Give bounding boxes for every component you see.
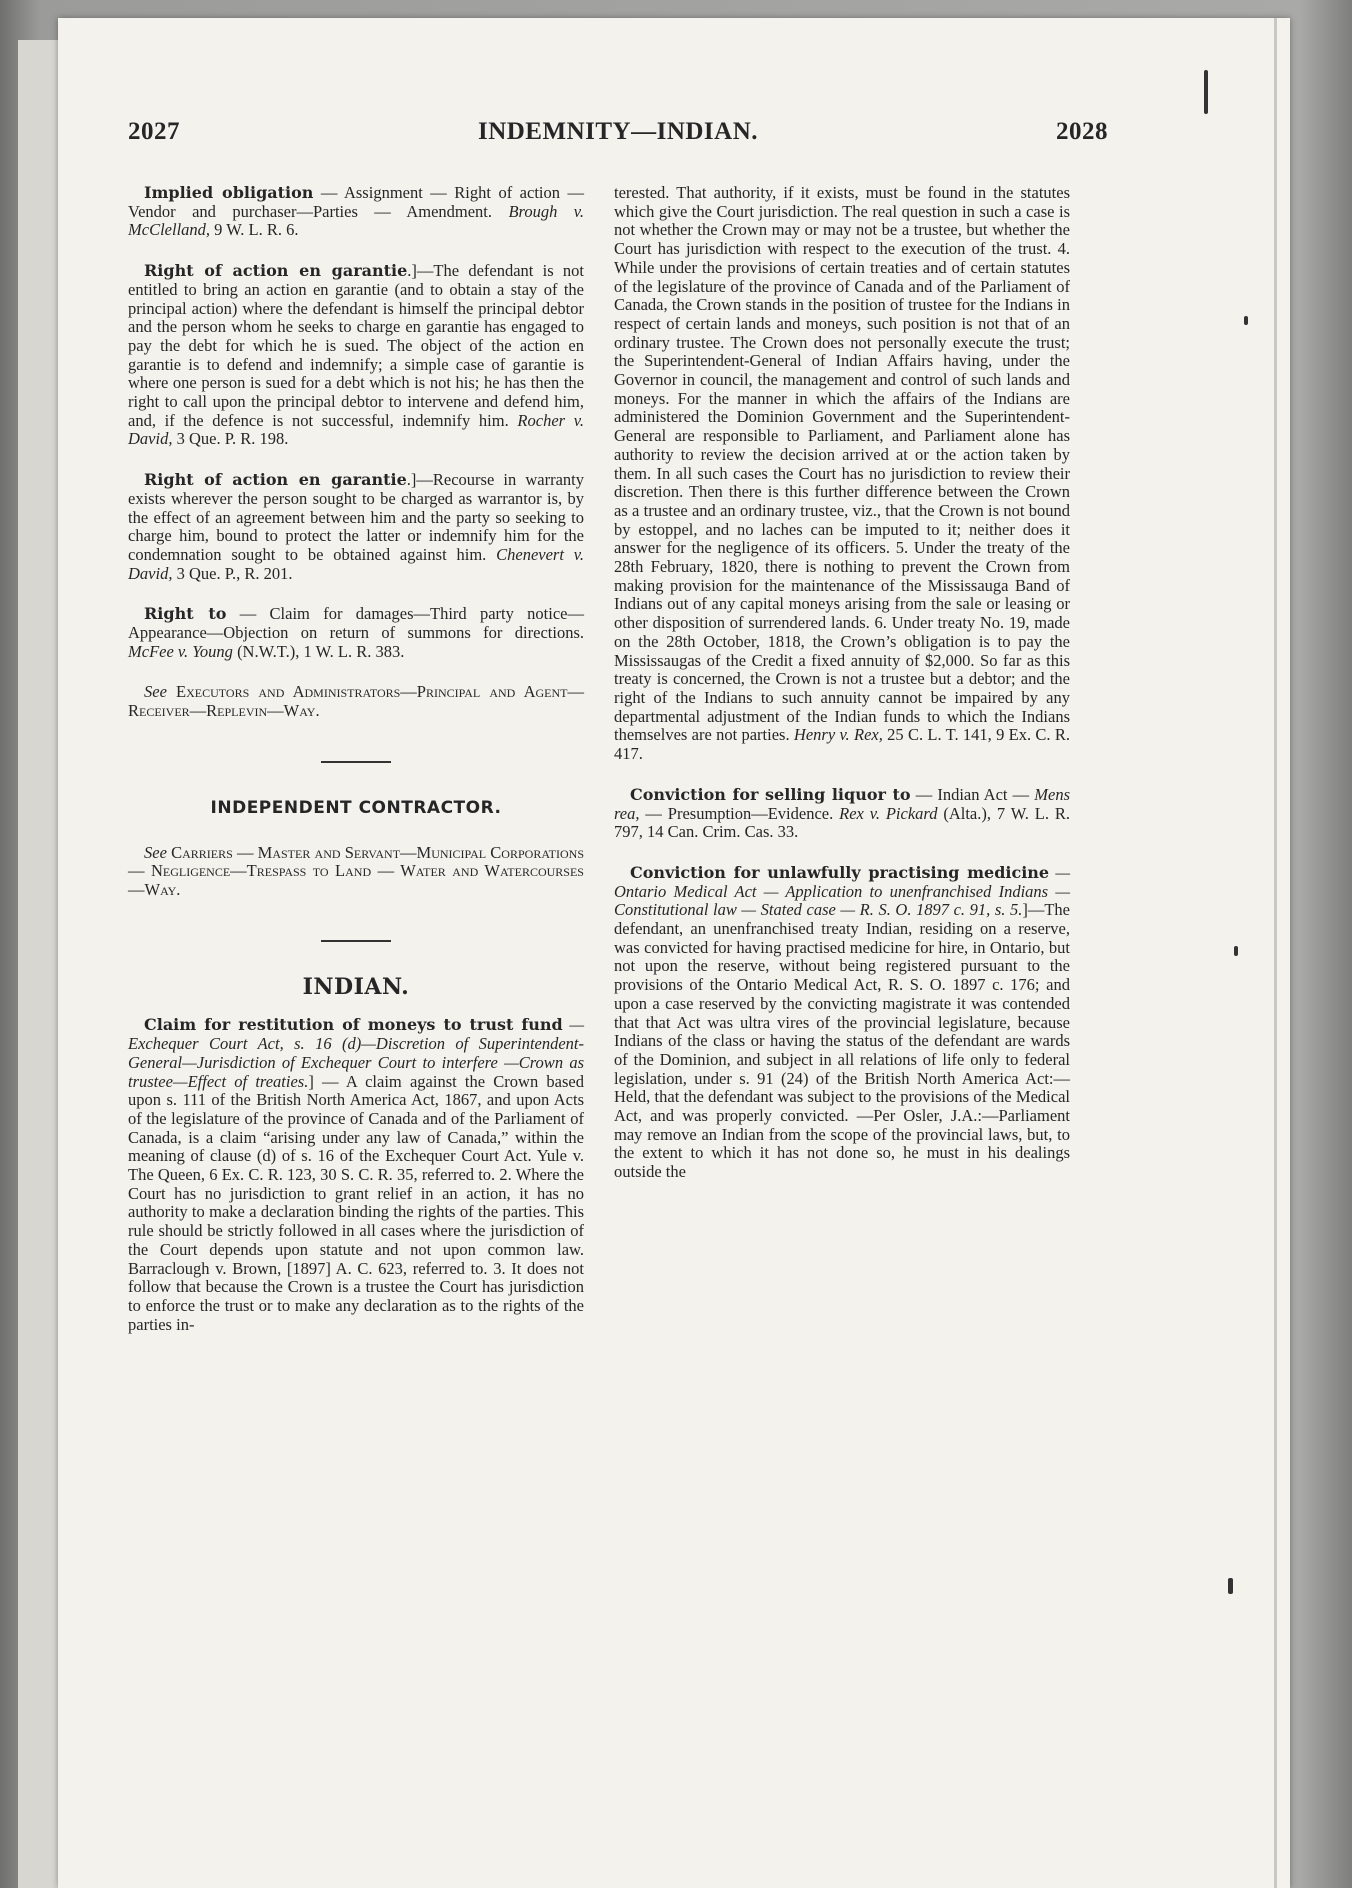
running-title: INDEMNITY—INDIAN. bbox=[477, 118, 759, 145]
entry-text: ]—The defendant, an unenfranchised treaty Indian, residing on a reserve, was convicted for having practised medicine for hire, in Ontario, but not upon the reserve, without being registered pursuant to the provisions of the Ontario Medical Act, R. S. O. 1897 c. 176; and upon a case reserved by the convicting magistrate it was contended that that Act was ultra vires of the provincial legislature, because Indians of the class or having the status of the defendant are wards of the Dominion, and subject in all relations of life only to federal legislation, under s. 91 (24) of the British North America Act:—Held, that the defendant was subject to the provisions of the Medical Act, and was properly convicted. —Per Osler, J.A.:—Parliament may remove an Indian from the scope of the provincial laws, but, to the extent to which it has not done so, he must in his dealings outside the bbox=[614, 900, 1070, 1182]
entry-heading: Right of action en garantie bbox=[144, 470, 407, 490]
margin-mark bbox=[1244, 316, 1248, 325]
cross-reference-list: Executors and Administrators—Principal and Agent—Receiver—Replevin—Way. bbox=[128, 682, 584, 721]
digest-entry bbox=[614, 786, 1070, 842]
see-label: See bbox=[144, 842, 167, 862]
report-citation: 9 W. L. R. 6. bbox=[210, 220, 299, 240]
digest-entry-continued bbox=[614, 184, 1070, 764]
entry-subheading: — Ontario Medical Act — Application to unenfranchised Indians — Constitutional law — Stated case — R. S. O. 1897 c. 91, s. 5. bbox=[614, 862, 1070, 920]
page-fold-line bbox=[1274, 18, 1277, 1888]
digest-entry bbox=[128, 262, 584, 449]
entry-text: — Claim for damages—Third party notice—Appearance—Objection on return of summons for directions. bbox=[128, 604, 584, 643]
report-citation: 3 Que. P., R. 201. bbox=[172, 563, 293, 583]
margin-mark bbox=[1228, 1578, 1233, 1594]
entry-heading: Right of action en garantie bbox=[144, 261, 408, 281]
digest-entry bbox=[128, 1016, 584, 1334]
entry-text: terested. That authority, if it exists, must be found in the statutes which give the Court jurisdiction. The real question in such a case is not whether the Crown may or may not be a trustee, but whether the Court has jurisdiction with respect to the execution of the trust. 4. While under the provisions of certain treaties and of certain statutes of the legislature of the province of Canada and of the Parliament of Canada, the Crown stands in the position of trustee for the Indians in respect of certain lands and moneys, such position is not that of an ordinary trustee. The Crown does not personally execute the trust; the Superintendent-General of Indian Affairs having, under the Governor in council, the management and control of such lands and moneys. For the manner in which the affairs of the Indians are administered the Dominion Government and the Superintendent-General are responsible to Parliament, and Parliament alone has authority to review the decision arrived at or the action taken by them. In all such cases the Court has no jurisdiction to review their discretion. Then there is this further difference between the Crown as a trustee and an ordinary trustee, viz., that the Crown is not bound by estoppel, and no laches can be imputed to it; neither does it answer for the negligence of its officers. 5. Under the treaty of the 28th February, 1820, there is nothing to prevent the Crown from making provision for the maintenance of the Mississauga Band of Indians out of any capital moneys arising from the sale or leasing or other disposition of surrendered lands. 6. Under treaty No. 19, made on the 28th October, 1818, the Crown’s obligation is to pay the Mississaugas of the Credit a fixed annuity of $2,000. So far as this treaty is concerned, the Crown is not a trustee but a debtor; and the right of the Indians to such annuity cannot be impaired by any departmental adjustment of the Indian funds to which the Indians themselves are not parties. bbox=[614, 183, 1070, 745]
right-page-number: 2028 bbox=[1056, 118, 1108, 145]
right-column bbox=[614, 184, 1070, 1182]
case-citation: Henry v. Rex, bbox=[793, 725, 883, 745]
report-citation: (N.W.T.), 1 W. L. R. 383. bbox=[232, 641, 405, 661]
entry-text: — Presumption—Evidence. bbox=[639, 803, 840, 823]
cross-reference-list: Carriers — Master and Servant—Municipal Corporations — Negligence—Trespass to Land — Water and Watercourses—Way. bbox=[128, 842, 584, 899]
section-title: INDEPENDENT CONTRACTOR. bbox=[210, 797, 502, 818]
section-divider bbox=[321, 761, 391, 763]
entry-text: ] — A claim against the Crown based upon s. 111 of the British North America Act, 1867, and upon Acts of the legislature of the province of Canada and of the Parliament of Canada, is a claim “arising under any law of Canada,” within the meaning of clause (d) of s. 16 of the Exchequer Court Act. Yule v. The Queen, 6 Ex. C. R. 123, 30 S. C. R. 35, referred to. 2. Where the Court has no jurisdiction to grant relief in an action, it has no authority to make a declaration binding the rights of the parties. This rule should be strictly followed in all cases where the jurisdiction of the Court depends upon statute and not upon common law. Barraclough v. Brown, [1897] A. C. 623, referred to. 3. It does not follow that because the Crown is a trustee the Court has jurisdiction to enforce the trust or to make any declaration as to the rights of the parties in- bbox=[128, 1071, 584, 1334]
entry-heading: Conviction for unlawfully practising medicine bbox=[630, 862, 1050, 882]
section-title: INDIAN. bbox=[302, 973, 410, 1000]
case-citation: Chenevert v. David, bbox=[128, 544, 584, 583]
digest-entry bbox=[128, 184, 584, 240]
entry-subheading: — Exchequer Court Act, s. 16 (d)—Discretion of Superintendent-General—Jurisdiction of Exchequer Court to interfere —Crown as trustee—Effect of treaties. bbox=[128, 1015, 584, 1091]
digest-entry bbox=[128, 605, 584, 661]
margin-mark bbox=[1234, 946, 1238, 956]
running-header bbox=[128, 118, 1108, 158]
case-citation: Rex v. Pickard bbox=[839, 803, 938, 823]
case-citation: Brough v. McClelland, bbox=[128, 201, 584, 240]
left-page-number: 2027 bbox=[128, 118, 180, 145]
case-citation: McFee v. Young bbox=[128, 641, 233, 661]
section-divider bbox=[321, 940, 391, 942]
entry-text: .]—The defendant is not entitled to bring an action en garantie (and to obtain a stay of the principal action) where the defendant is himself the principal debtor and the person whom he seeks to charge en garantie has engaged to pay the debt for which he is sued. The object of the action en garantie is to defend and indemnify; a simple case of garantie is where one person is sued for a debt which is not his; he has then the right to call upon the principal debtor to intervene and defend him, and, if the defence is not successful, indemnify him. bbox=[128, 261, 584, 430]
entry-text: .]—Recourse in warranty exists wherever the person sought to be charged as warrantor is, by the effect of an agreement between him and the party so seeking to charge him, bound to protect the latter or indemnify him for the condemnation sought to be obtained against him. bbox=[128, 470, 585, 564]
entry-heading: Right to bbox=[144, 604, 227, 624]
report-citation: 25 C. L. T. 141, 9 Ex. C. R. 417. bbox=[614, 725, 1071, 764]
report-citation: 3 Que. P. R. 198. bbox=[172, 429, 289, 449]
digest-entry bbox=[614, 864, 1070, 1182]
entry-heading: Claim for restitution of moneys to trust fund bbox=[144, 1015, 563, 1035]
cross-reference bbox=[128, 683, 584, 720]
cross-reference bbox=[128, 844, 584, 900]
entry-text: — Indian Act — bbox=[910, 784, 1035, 804]
entry-heading: Conviction for selling liquor to bbox=[630, 784, 911, 804]
left-column bbox=[128, 184, 584, 1334]
case-citation: Rocher v. David, bbox=[128, 410, 584, 449]
digest-entry bbox=[128, 471, 584, 583]
report-citation: (Alta.), 7 W. L. R. 797, 14 Can. Crim. Cas. 33. bbox=[614, 803, 1070, 842]
entry-heading: Implied obligation bbox=[144, 183, 314, 202]
entry-italic: Mens rea, bbox=[614, 784, 1071, 823]
entry-text: — Assignment — Right of action — Vendor and purchaser—Parties — Amendment. bbox=[128, 183, 584, 221]
see-label: See bbox=[144, 682, 167, 702]
margin-mark bbox=[1204, 70, 1208, 114]
